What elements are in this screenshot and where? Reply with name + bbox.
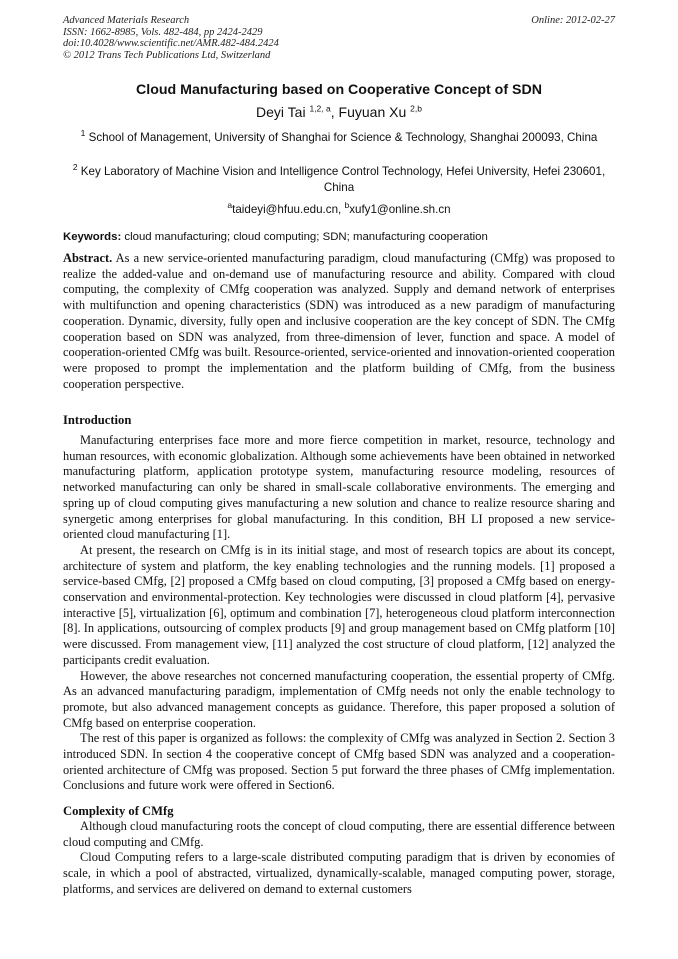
journal-name: Advanced Materials Research	[63, 15, 190, 26]
copyright-line: © 2012 Trans Tech Publications Ltd, Switzerland	[63, 49, 271, 61]
issn-line: ISSN: 1662-8985, Vols. 482-484, pp 2424-2429	[63, 26, 263, 38]
abstract	[63, 251, 615, 392]
paragraph: Although cloud manufacturing roots the concept of cloud computing, there are essential difference between cloud computing and CMfg.	[63, 819, 615, 849]
section-heading: Complexity of CMfg	[63, 804, 174, 818]
journal-header	[63, 15, 279, 61]
section-heading: Introduction	[63, 413, 132, 427]
email-address: xufy1@online.sh.cn	[349, 203, 451, 216]
email-address: taideyi@hfuu.edu.cn	[232, 203, 339, 216]
author-affil-mark: 1,2, a	[309, 103, 331, 114]
author-affil-mark: 2,b	[410, 103, 422, 114]
author-name: Fuyuan Xu	[338, 104, 407, 120]
author-name: Deyi Tai	[256, 104, 306, 120]
affiliation-1	[63, 130, 615, 146]
keywords	[63, 230, 615, 245]
paragraph: The rest of this paper is organized as follows: the complexity of CMfg was analyzed in Section 2. Section 3 introduced SDN. In section 4 the cooperative concept of CMfg based SDN was analyzed and a cooperation-oriented architecture of CMfg was proposed. Section 5 put forward the three phases of CMfg implementation. Conclusions and future work were offered in Section6.	[63, 731, 615, 793]
affiliation-text: School of Management, University of Shanghai for Science & Technology, Shanghai 200093, China	[88, 131, 598, 144]
email-mark: b	[344, 200, 350, 211]
affiliation-mark: 2	[72, 162, 78, 173]
doi-line: doi:10.4028/www.scientific.net/AMR.482-484.2424	[63, 38, 279, 49]
paragraph: Manufacturing enterprises face more and more fierce competition in market, resource, technology and human resources, with economic globalization. Although some achievements have been obtained in networked manufacturing platform, application prototype system, manufacturing resource modeling, resources of networked manufacturing can only be shared in small-scale collaborative environments. The emerging and spring up of cloud computing gives manufacturing a new solution and chance to realize resource sharing and synergetic among enterprises for global manufacturing. In this condition, BH LI proposed a new service-oriented cloud manufacturing [1].	[63, 433, 615, 542]
author-list: Deyi Tai $^{1,2, a}$, Fuyuan Xu $^{2,b}$	[256, 103, 422, 120]
online-date: Online: 2012-02-27	[531, 15, 615, 26]
author-emails: $^a$taideyi@hfuu.edu.cn, $^b$xufy1@online.sh.cn	[227, 200, 451, 216]
paper-title: Cloud Manufacturing based on Cooperative Concept of SDN	[136, 82, 542, 98]
email-mark: a	[227, 200, 233, 211]
introduction-body	[63, 433, 615, 794]
affiliation-text: Key Laboratory of Machine Vision and Intelligence Control Technology, Hefei University, Hefei 230601, China	[80, 165, 606, 194]
affiliation-2	[63, 164, 615, 196]
paragraph: Cloud Computing refers to a large-scale distributed computing paradigm that is driven by economies of scale, in which a pool of abstracted, virtualized, dynamically-scalable, managed computing power, storage, platforms, and services are delivered on demand to external customers	[63, 850, 615, 896]
keywords-text: cloud manufacturing; cloud computing; SDN; manufacturing cooperation	[124, 231, 488, 243]
complexity-body	[63, 819, 615, 898]
paragraph: However, the above researches not concerned manufacturing cooperation, the essential property of CMfg. As an advanced manufacturing paradigm, implementation of CMfg needs not only the enable technology to promote, but also advanced management concepts as guidance. Therefore, this paper proposed a solution of CMfg based on enterprise cooperation.	[63, 668, 615, 730]
abstract-text: As a new service-oriented manufacturing paradigm, cloud manufacturing (CMfg) was proposed to realize the added-value and on-demand use of manufacturing resource and ability. Compared with cloud computing, the complexity of CMfg cooperation was analyzed. Supply and demand network of enterprises with multifunction and opening characteristics (SDN) was introduced as a new paradigm of manufacturing cooperation. Dynamic, diversity, fully open and inclusive cooperation are the key concept of SDN. The CMfg cooperation based on SDN was analyzed, from three-dimension of lever, function and space. A model of cooperation-oriented CMfg was built. Resource-oriented, service-oriented and innovation-oriented cooperation were proposed to prompt the implementation and the platform building of CMfg, from the business cooperation perspective.	[63, 251, 615, 391]
affiliation-mark: 1	[80, 128, 86, 139]
keywords-label: Keywords:	[63, 231, 122, 243]
abstract-label: Abstract.	[63, 251, 113, 265]
complexity-heading-block	[63, 803, 615, 819]
introduction-heading-block	[63, 412, 615, 428]
paragraph: At present, the research on CMfg is in its initial stage, and most of research topics are about its concept, architecture of system and platform, the key enabling technologies and the running models. [1] proposed a service-based CMfg, [2] proposed a CMfg based on cloud computing, [3] proposed a CMfg based on energy-conservation and environmental-protection. Key technologies were discussed in cloud platform [4], pervasive interactive [5], virtualization [6], optimum and combination [7], heterogeneous cloud platform interconnection [8]. In applications, outsourcing of complex products [9] and group management based on CMfg platform [10] were discussed. From management view, [11] analyzed the cost structure of cloud platform, [12] analyzed the participants credit evaluation.	[63, 542, 615, 667]
